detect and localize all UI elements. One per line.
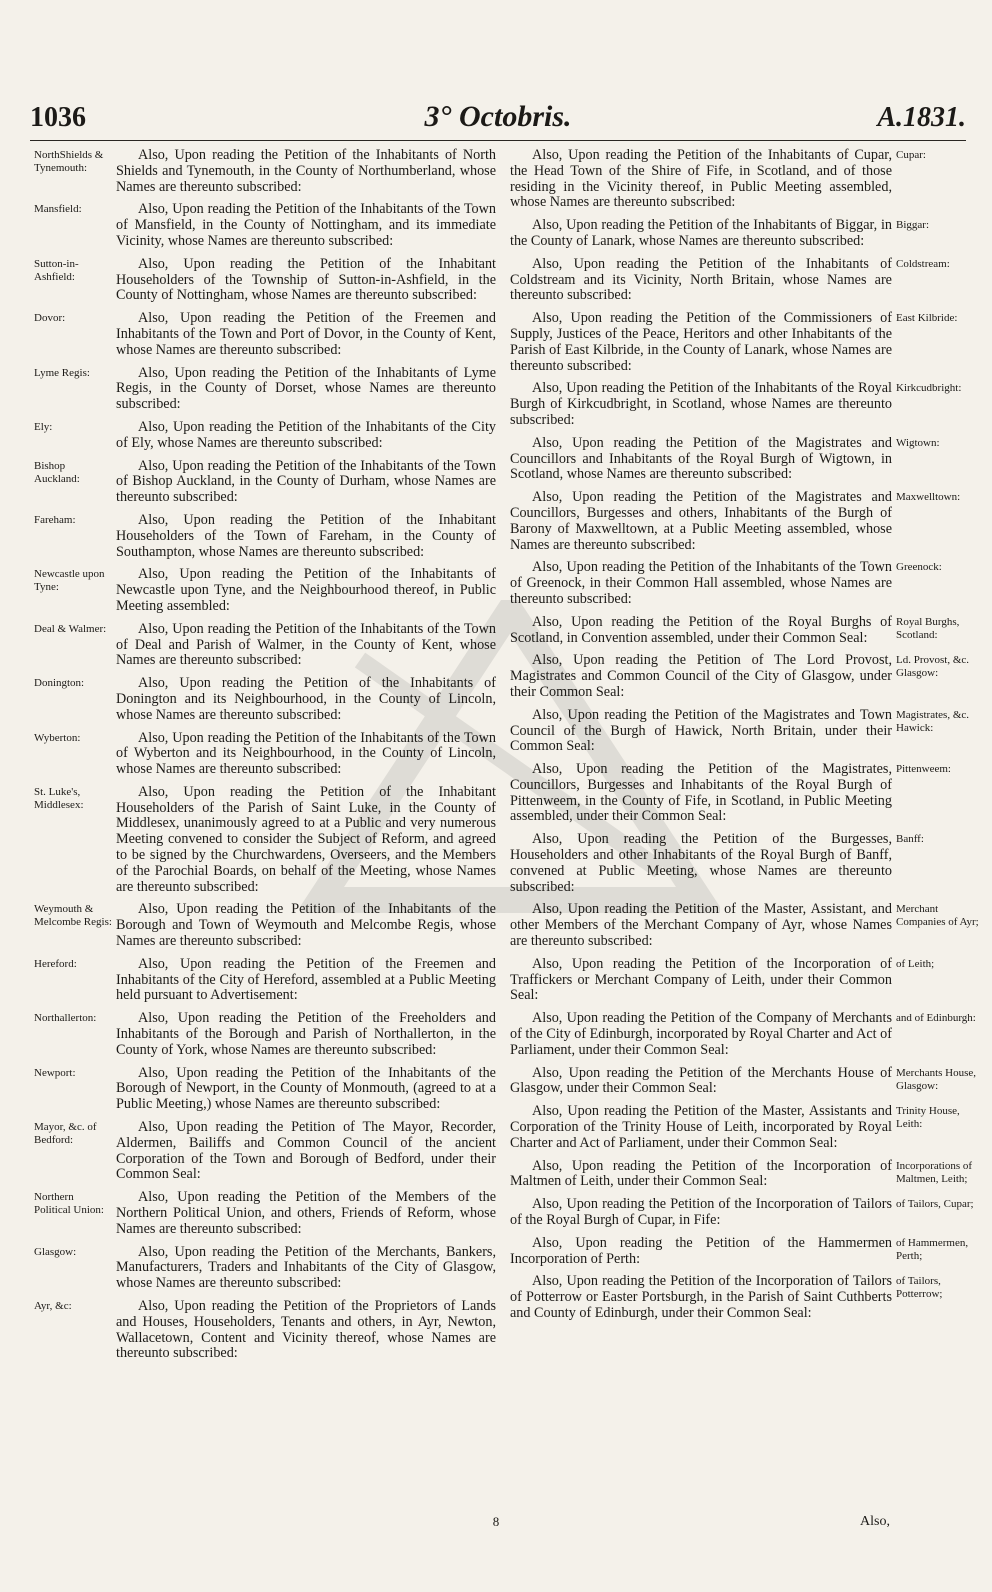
page-title: 3° Octobris.: [424, 100, 572, 133]
petition-entry: [510, 217, 929, 250]
petition-entry: [34, 511, 496, 560]
side-note: Northern Political Union:: [34, 1191, 104, 1217]
side-note: Greenock:: [896, 561, 942, 574]
side-note: Newport:: [34, 1066, 76, 1079]
side-note: Ayr, &c:: [34, 1300, 72, 1312]
petition-entry: [34, 310, 496, 358]
side-note: of Tailors, Cupar;: [896, 1198, 974, 1211]
petition-text: Also, Upon reading the Petition of the Inhabitants of the City of Ely, whose Names are thereunto subscribed:: [116, 418, 496, 451]
petition-entry: [510, 1234, 969, 1268]
petition-entry: [34, 783, 496, 896]
petition-entry: [510, 559, 942, 607]
petition-text: Also, Upon reading the Petition of the Inhabitants of the Royal Burgh of Kirkcudbright, in Scotland, whose Names are thereunto subscribed:: [510, 380, 892, 428]
petition-text: Also, Upon reading the Petition of the Incorporation of Tailors of the Royal Burgh of Cupar, in Fife:: [510, 1196, 892, 1229]
petition-text: Also, Upon reading the Petition of the Proprietors of Lands and Houses, Householders, Tenants and others, in Ayr, Newton, Wallacetown, Content and Vicinity thereof, whose Names are thereunto subscribed:: [116, 1298, 496, 1362]
petition-entry: [510, 380, 962, 428]
petition-text: Also, Upon reading the Petition of the Company of Merchants of the City of Edinburgh, incorporated by Royal Charter and Act of Parliament, under their Common Seal:: [510, 1010, 892, 1058]
petition-entry: [510, 1273, 943, 1321]
right-column: [510, 147, 979, 1329]
side-note: Weymouth & Melcombe Regis:: [34, 903, 112, 929]
petition-text: Also, Upon reading the Petition of the Magistrates and Councillors and Inhabitants of the Royal Burgh of Wigtown, in Scotland, whose Names are thereunto subscribed:: [510, 434, 892, 483]
petition-entry: [510, 1157, 973, 1191]
petition-entry: [34, 1064, 496, 1113]
petition-text: Also, Upon reading the Petition of the Merchants, Bankers, Manufacturers, Traders and Inhabitants of the City of Glasgow, whose Names are thereunto subscribed:: [116, 1243, 496, 1292]
petition-text: Also, Upon reading the Petition of The Mayor, Recorder, Aldermen, Bailiffs and Common Council of the ancient Corporation of the Town and Borough of Bedford, under their Common Seal:: [116, 1119, 496, 1183]
petition-text: Also, Upon reading the Petition of the Freemen and Inhabitants of the Town and Port of Dovor, in the County of Kent, whose Names are thereunto subscribed:: [116, 310, 496, 358]
petition-text: Also, Upon reading the Petition of the Burgesses, Householders and other Inhabitants of the Royal Burgh of Banff, convened at Public Meeting, whose Names are thereunto subscribed:: [510, 831, 892, 895]
side-note: Ely:: [34, 420, 53, 433]
side-note: Cupar:: [896, 149, 926, 161]
petition-text: Also, Upon reading the Petition of The Lord Provost, Magistrates and Common Council of the City of Glasgow, under their Common Seal:: [510, 652, 892, 700]
petition-entry: [510, 147, 926, 211]
side-note: St. Luke's, Middlesex:: [34, 785, 84, 811]
side-note: Trinity House, Leith:: [896, 1105, 960, 1131]
petition-entry: [510, 831, 924, 895]
petition-text: Also, Upon reading the Petition of the Inhabitants of Donington and its Neighbourhood, in the County of Lincoln, whose Names are thereunto subscribed:: [116, 675, 496, 723]
petition-entry: [510, 652, 970, 700]
petition-text: Also, Upon reading the Petition of the Inhabitants of the Town of Bishop Auckland, in the County of Durham, whose Names are thereunto subscribed:: [116, 457, 496, 506]
side-note: Lyme Regis:: [34, 366, 90, 379]
side-note: Maxwelltown:: [896, 491, 961, 504]
petition-text: Also, Upon reading the Petition of the Inhabitants of Biggar, in the County of Lanark, whose Names are thereunto subscribed:: [510, 217, 892, 249]
side-note: Fareham:: [34, 513, 76, 526]
petition-text: Also, Upon reading the Petition of the Hammermen Incorporation of Perth:: [510, 1234, 892, 1267]
petition-entry: [510, 706, 970, 755]
side-note: and of Edinburgh:: [896, 1012, 976, 1025]
side-note: Newcastle upon Tyne:: [34, 568, 105, 594]
side-note: Wigtown:: [896, 436, 940, 449]
petition-entry: [510, 310, 958, 374]
petition-text: Also, Upon reading the Petition of the Magistrates and Councillors, Burgesses and others, Inhabitants of the Burgh of Barony of Maxwelltown, at a Public Meeting assembled, whose Names are thereunto subscribed:: [510, 489, 892, 553]
petition-text: Also, Upon reading the Petition of the Inhabitants of the Town of Deal and Parish of Walmer, in the County of Kent, whose Names are thereunto subscribed:: [116, 620, 496, 669]
petition-entry: [34, 901, 496, 950]
petition-entry: [34, 255, 496, 304]
petition-text: Also, Upon reading the Petition of the Magistrates and Town Council of the Burgh of Hawick, North Britain, under their Common Seal:: [510, 706, 892, 755]
petition-entry: [34, 201, 496, 249]
petition-entry: [34, 1010, 496, 1058]
petition-text: Also, Upon reading the Petition of the Freeholders and Inhabitants of the Borough and Parish of Northallerton, in the County of York, whose Names are thereunto subscribed:: [116, 1010, 496, 1058]
side-note: East Kilbride:: [896, 312, 958, 325]
petition-text: Also, Upon reading the Petition of the Merchants House of Glasgow, under their Common Seal:: [510, 1064, 892, 1097]
petition-text: Also, Upon reading the Petition of the Inhabitants of the Town of Greenock, in their Common Hall assembled, whose Names are thereunto subscribed:: [510, 559, 892, 607]
catchword: Also,: [860, 1514, 890, 1529]
side-note: Sutton-in-Ashfield:: [34, 257, 79, 283]
petition-entry: [34, 1298, 496, 1362]
side-note: Incorporations of Maltmen, Leith;: [896, 1159, 973, 1185]
left-column: [34, 147, 496, 1369]
petition-text: Also, Upon reading the Petition of the Inhabitants of Lyme Regis, in the County of Dorset, whose Names are thereunto subscribed:: [116, 364, 496, 413]
petition-entry: [34, 147, 496, 195]
side-note: Merchant Companies of Ayr;: [896, 903, 979, 929]
petition-text: Also, Upon reading the Petition of the Incorporation of Tailors of Potterrow or Easter Portsburgh, in the Parish of Saint Cuthberts and County of Edinburgh, under their Common Seal:: [510, 1273, 892, 1321]
petition-entry: [34, 729, 496, 778]
side-note: Dovor:: [34, 312, 66, 325]
petition-text: Also, Upon reading the Petition of the Incorporation of Traffickers or Merchant Company of Leith, under their Common Seal:: [510, 955, 892, 1004]
side-note: Hereford:: [34, 957, 77, 970]
side-note: Coldstream:: [896, 257, 950, 270]
petition-entry: [34, 675, 496, 723]
petition-entry: [34, 364, 496, 413]
side-note: Merchants House, Glasgow:: [896, 1066, 977, 1092]
petition-entry: [510, 1064, 977, 1098]
petition-entry: [510, 613, 960, 647]
side-note: Donington:: [34, 677, 85, 690]
petition-entry: [34, 620, 496, 669]
side-note: of Leith;: [896, 957, 935, 970]
side-note: Pittenweem:: [896, 763, 951, 776]
side-note: Bishop Auckland:: [34, 459, 80, 485]
petition-text: Also, Upon reading the Petition of the Commissioners of Supply, Justices of the Peace, Heritors and other Inhabitants of the Parish of East Kilbride, in the County of Lanark, whose Names are thereunto subscribed:: [510, 310, 892, 374]
petition-text: Also, Upon reading the Petition of the Incorporation of Maltmen of Leith, under their Common Seal:: [510, 1157, 892, 1190]
petition-entry: [34, 457, 496, 506]
side-note: of Tailors, Potterrow;: [896, 1275, 943, 1301]
petition-entry: [34, 955, 496, 1004]
side-note: of Hammermen, Perth;: [896, 1236, 969, 1262]
side-note: Wyberton:: [34, 731, 81, 744]
side-note: Magistrates, &c. Hawick:: [896, 708, 970, 734]
petition-text: Also, Upon reading the Petition of the Freemen and Inhabitants of the City of Hereford, assembled at a Public Meeting held pursuant to Advertisement:: [116, 955, 496, 1004]
petition-text: Also, Upon reading the Petition of the Inhabitants of North Shields and Tynemouth, in the County of Northumberland, whose Names are thereunto subscribed:: [116, 147, 496, 195]
page-number: 1036: [30, 102, 86, 133]
petition-text: Also, Upon reading the Petition of the Master, Assistant, and other Members of the Merchant Company of Ayr, whose Names are thereunto subscribed:: [510, 901, 892, 950]
petition-entry: [510, 761, 951, 825]
petition-text: Also, Upon reading the Petition of the Inhabitants of Newcastle upon Tyne, and the Neighbourhood thereof, in Public Meeting assembled:: [116, 566, 496, 614]
page-header: [30, 100, 966, 141]
petition-text: Also, Upon reading the Petition of the Inhabitants of the Town of Mansfield, in the County of Nottingham, and its immediate Vicinity, whose Names are thereunto subscribed:: [116, 201, 496, 249]
side-note: Northallerton:: [34, 1012, 97, 1025]
side-note: Mayor, &c. of Bedford:: [34, 1121, 97, 1147]
petition-text: Also, Upon reading the Petition of the Royal Burghs of Scotland, in Convention assembled, under their Common Seal:: [510, 613, 892, 646]
petition-text: Also, Upon reading the Petition of the Members of the Northern Political Union, and others, Friends of Reform, whose Names are thereunto subscribed:: [116, 1189, 496, 1237]
side-note: Glasgow:: [34, 1245, 77, 1258]
side-note: Banff:: [896, 833, 924, 846]
petition-text: Also, Upon reading the Petition of the Inhabitants of the Borough of Newport, in the County of Monmouth, (agreed to at a Public Meeting,) whose Names are thereunto subscribed:: [116, 1064, 496, 1113]
petition-text: Also, Upon reading the Petition of the Inhabitants of the Borough and Town of Weymouth and Melcombe Regis, whose Names are thereunto subscribed:: [116, 901, 496, 950]
page-year: A.1831.: [877, 102, 966, 133]
petition-text: Also, Upon reading the Petition of the Inhabitant Householders of the Township of Sutton-in-Ashfield, in the County of Nottingham, whose Names are thereunto subscribed:: [116, 255, 496, 304]
side-note: Deal & Walmer:: [34, 622, 107, 635]
petition-text: Also, Upon reading the Petition of the Inhabitant Householders of the Town of Fareham, in the County of Southampton, whose Names are thereunto subscribed:: [116, 511, 496, 560]
petition-entry: [510, 489, 961, 553]
petition-entry: [34, 1243, 496, 1292]
petition-entry: [34, 566, 496, 614]
petition-entry: [510, 955, 935, 1004]
petition-entry: [510, 255, 950, 304]
signature-mark: 8: [492, 1514, 500, 1529]
petition-text: Also, Upon reading the Petition of the Magistrates, Councillors, Burgesses and Inhabitants of the Royal Burgh of Pittenweem, in the County of Fife, in Scotland, in Public Meeting assembled, under their Common Seal:: [510, 761, 892, 825]
petition-text: Also, Upon reading the Petition of the Inhabitants of Cupar, the Head Town of the Shire of Fife, in Scotland, and of those residing in the Vicinity thereof, in Public Meeting assembled, whose Names are thereunto subscribed:: [510, 147, 892, 211]
side-note: Royal Burghs, Scotland:: [896, 615, 960, 641]
petition-entry: [510, 901, 979, 950]
petition-entry: [510, 1103, 960, 1151]
side-note: NorthShields & Tynemouth:: [34, 149, 104, 174]
side-note: Biggar:: [896, 219, 929, 232]
petition-text: Also, Upon reading the Petition of the Inhabitant Householders of the Parish of Saint Luke, in the County of Middlesex, unanimously agreed to at a Public and very numerous Meeting convened to consider the Subject of Reform, and agreed to be signed by the Churchwardens, Overseers, and the Members of the Parochial Boards, on behalf of the Meeting, whose Names are thereunto subscribed:: [116, 783, 496, 895]
petition-entry: [34, 1189, 496, 1237]
petition-entry: [510, 434, 940, 483]
petition-entry: [510, 1196, 974, 1229]
side-note: Ld. Provost, &c. Glasgow:: [896, 654, 970, 680]
petition-text: Also, Upon reading the Petition of the Inhabitants of Coldstream and its Vicinity, North Britain, whose Names are thereunto subscribed:: [510, 255, 892, 304]
side-note: Mansfield:: [34, 203, 82, 216]
petition-entry: [34, 418, 496, 452]
petition-entry: [510, 1010, 976, 1058]
petition-text: Also, Upon reading the Petition of the Inhabitants of the Town of Wyberton and its Neighbourhood, in the County of Lincoln, whose Names are thereunto subscribed:: [116, 729, 496, 778]
petition-entry: [34, 1119, 496, 1183]
side-note: Kirkcudbright:: [896, 382, 962, 395]
petition-text: Also, Upon reading the Petition of the Master, Assistants and Corporation of the Trinity House of Leith, incorporated by Royal Charter and Act of Parliament, under their Common Seal:: [510, 1103, 892, 1151]
